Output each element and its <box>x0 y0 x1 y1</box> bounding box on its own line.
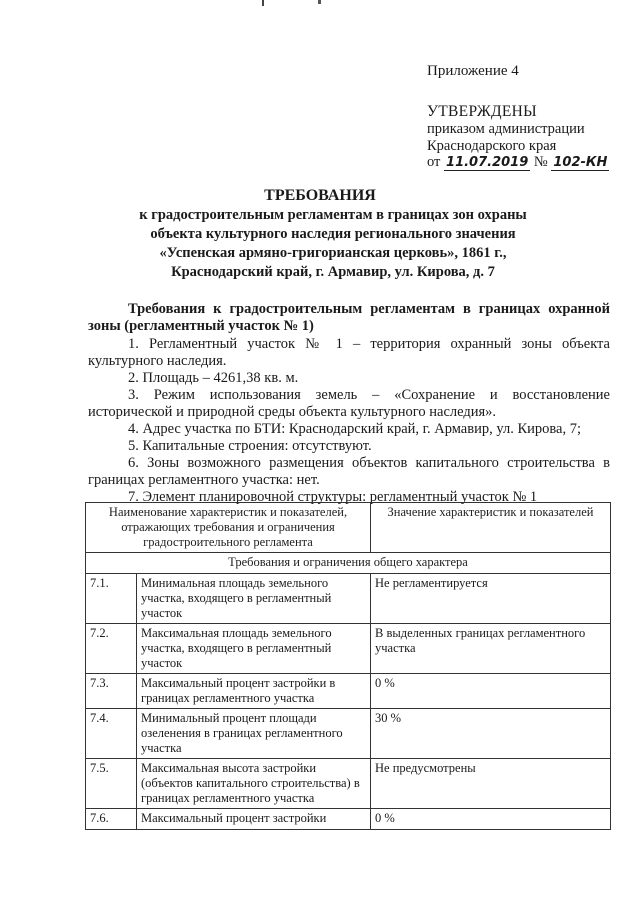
row-name: Максимальная площадь земельного участка, входящего в регламентный участок <box>137 624 371 674</box>
item-2: 2. Площадь – 4261,38 кв. м. <box>128 370 299 386</box>
table-row <box>86 674 611 709</box>
table-row <box>86 624 611 674</box>
table-group-row <box>86 553 611 574</box>
regulations-table <box>85 502 611 830</box>
scan-mark <box>318 0 321 4</box>
header-name-cell: Наименование характеристик и показателей, отражающих требования и ограничения градостроительного регламента <box>86 503 371 553</box>
document-subtitle <box>110 206 556 282</box>
table-row <box>86 574 611 624</box>
subtitle-line: Краснодарский край, г. Армавир, ул. Кирова, д. 7 <box>171 264 495 280</box>
table-row <box>86 809 611 830</box>
item-1: 1. Регламентный участок № 1 – территория охранный зоны объекта культурного наследия. <box>88 336 610 369</box>
item-3: 3. Режим использования земель – «Сохранение и восстановление исторической и природной среды объекта культурного наследия». <box>88 387 610 420</box>
order-number: 102-КН <box>553 155 608 170</box>
scan-mark <box>262 0 264 6</box>
order-line-1: приказом администрации <box>427 121 585 137</box>
table-header-row <box>86 503 611 553</box>
row-number: 7.5. <box>86 759 137 809</box>
order-number-label: № <box>533 154 548 170</box>
section-title: Требования к градостроительным регламентам в границах охранной зоны (регламентный участок № 1) <box>88 301 610 334</box>
table-row <box>86 709 611 759</box>
item-4: 4. Адрес участка по БТИ: Краснодарский край, г. Армавир, ул. Кирова, 7; <box>128 421 581 437</box>
document-title: ТРЕБОВАНИЯ <box>264 187 376 204</box>
table-row <box>86 759 611 809</box>
row-name: Минимальный процент площади озеленения в границах регламентного участка <box>137 709 371 759</box>
group-cell: Требования и ограничения общего характера <box>86 553 611 574</box>
row-number: 7.2. <box>86 624 137 674</box>
order-line-2: Краснодарского края <box>427 138 557 154</box>
row-value: Не регламентируется <box>371 574 611 624</box>
item-7: 7. Элемент планировочной структуры: регламентный участок № 1 <box>128 489 538 505</box>
row-number: 7.6. <box>86 809 137 830</box>
item-6: 6. Зоны возможного размещения объектов капитального строительства в границах регламентного участка: нет. <box>88 455 610 488</box>
row-value: В выделенных границах регламентного участка <box>371 624 611 674</box>
row-name: Максимальная высота застройки (объектов капитального строительства) в границах регламентного участка <box>137 759 371 809</box>
row-number: 7.3. <box>86 674 137 709</box>
subtitle-line: к градостроительным регламентам в границах зон охраны <box>139 207 527 223</box>
header-value-cell: Значение характеристик и показателей <box>371 503 611 553</box>
item-5: 5. Капитальные строения: отсутствуют. <box>128 438 372 454</box>
row-value: 0 % <box>371 809 611 830</box>
subtitle-line: объекта культурного наследия регионального значения <box>150 226 516 242</box>
row-value: 30 % <box>371 709 611 759</box>
row-number: 7.1. <box>86 574 137 624</box>
order-date: 11.07.2019 <box>446 155 529 170</box>
row-value: Не предусмотрены <box>371 759 611 809</box>
order-from: от <box>427 154 441 170</box>
row-name: Максимальный процент застройки <box>137 809 371 830</box>
row-name: Минимальная площадь земельного участка, входящего в регламентный участок <box>137 574 371 624</box>
row-name: Максимальный процент застройки в границах регламентного участка <box>137 674 371 709</box>
appendix-label: Приложение 4 <box>427 63 519 79</box>
row-value: 0 % <box>371 674 611 709</box>
subtitle-line: «Успенская армяно-григорианская церковь», 1861 г., <box>159 245 507 261</box>
order-date-line <box>427 154 609 171</box>
approved-label: УТВЕРЖДЕНЫ <box>427 103 537 120</box>
row-number: 7.4. <box>86 709 137 759</box>
